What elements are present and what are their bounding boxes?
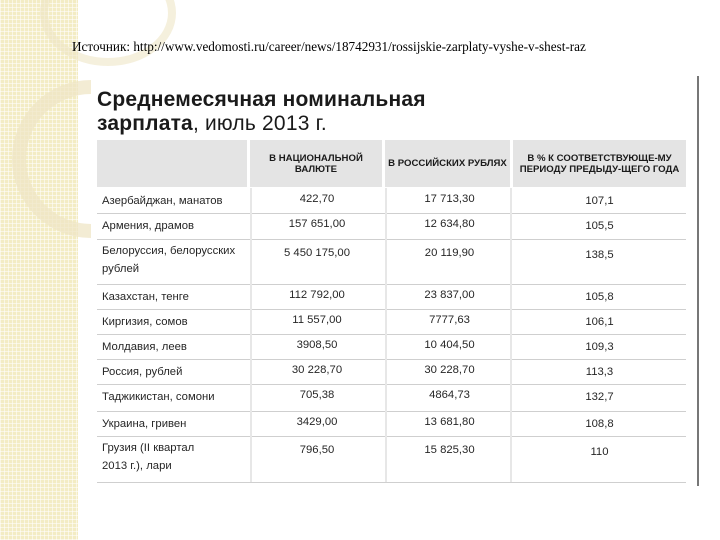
- country-name-line-1: Россия, рублей: [102, 366, 183, 378]
- value-rubles: 7777,63: [429, 314, 470, 326]
- value-national-currency: 30 228,70: [291, 364, 343, 376]
- table-row: [97, 213, 686, 240]
- value-national-currency: 796,50: [299, 444, 335, 456]
- value-percent: 113,3: [585, 366, 614, 378]
- column-separator: [385, 309, 387, 334]
- country-name: [102, 288, 189, 306]
- column-separator: [250, 309, 252, 334]
- value-rubles: 20 119,90: [424, 247, 475, 259]
- column-separator: [385, 384, 387, 411]
- value-percent: 105,5: [585, 220, 614, 232]
- value-national-currency: 157 651,00: [288, 218, 346, 230]
- value-national-currency: 11 557,00: [292, 314, 342, 326]
- value-national-currency: 705,38: [299, 389, 335, 401]
- column-separator: [510, 436, 512, 482]
- header-percent-previous-year: В % К СООТВЕТСТВУЮЩЕ-МУ ПЕРИОДУ ПРЕДЫДУ-ЩЕГО ГОДА: [513, 140, 686, 187]
- column-separator: [385, 436, 387, 482]
- country-name: [102, 388, 215, 406]
- country-name-line-1: Таджикистан, сомони: [102, 391, 215, 403]
- column-separator: [250, 334, 252, 359]
- country-name-line-1: Молдавия, леев: [102, 341, 187, 353]
- country-name: [102, 192, 223, 210]
- country-name: [102, 242, 235, 278]
- country-name: [102, 363, 182, 381]
- value-percent: 138,5: [585, 249, 614, 261]
- country-name: [102, 439, 194, 475]
- value-percent: 105,8: [585, 291, 614, 303]
- column-separator: [385, 284, 387, 309]
- column-separator: [385, 213, 387, 239]
- table-row: [97, 334, 686, 360]
- country-name-line-1: Азербайджан, манатов: [102, 195, 223, 207]
- title-line-1: Среднемесячная номинальная: [97, 88, 426, 111]
- source-caption: Источник: http://www.vedomosti.ru/career/news/18742931/rossijskie-zarplaty-vyshe-v-shest-raz: [72, 39, 586, 54]
- value-percent: 109,3: [585, 341, 614, 353]
- value-national-currency: 5 450 175,00: [284, 247, 350, 259]
- column-separator: [385, 239, 387, 284]
- column-separator: [250, 359, 252, 384]
- title-line-2: [97, 112, 426, 136]
- header-russian-rubles: В РОССИЙСКИХ РУБЛЯХ: [385, 140, 510, 187]
- table-row: [97, 239, 686, 285]
- table-row: [97, 188, 686, 214]
- value-rubles: 23 837,00: [424, 289, 475, 301]
- value-percent: 107,1: [585, 195, 614, 207]
- country-name-line-1: Армения, драмов: [102, 220, 195, 232]
- country-name-line-1: Белоруссия, белорусских: [102, 245, 236, 257]
- country-name: [102, 313, 188, 331]
- value-national-currency: 112 792,00: [289, 289, 345, 301]
- column-separator: [250, 436, 252, 482]
- title-word-salary: зарплата: [97, 112, 193, 135]
- title-period: , июль 2013 г.: [192, 112, 327, 135]
- country-name: [102, 217, 194, 235]
- country-name-line-2: рублей: [102, 263, 140, 275]
- value-national-currency: 3429,00: [296, 416, 338, 428]
- country-name-line-1: Киргизия, сомов: [102, 316, 188, 328]
- column-separator: [250, 239, 252, 284]
- value-rubles: 12 634,80: [424, 218, 475, 230]
- header-national-currency: В НАЦИОНАЛЬНОЙ ВАЛЮТЕ: [250, 140, 382, 187]
- table-row: [97, 309, 686, 335]
- table-row: [97, 384, 686, 412]
- column-separator: [250, 188, 252, 213]
- column-separator: [385, 188, 387, 213]
- table-row: [97, 359, 686, 385]
- value-national-currency: 3908,50: [296, 339, 338, 351]
- column-separator: [250, 384, 252, 411]
- country-name-line-1: Украина, гривен: [102, 418, 187, 430]
- value-rubles: 10 404,50: [424, 339, 475, 351]
- column-separator: [510, 239, 512, 284]
- country-name: [102, 338, 187, 356]
- figure-right-border: [697, 76, 699, 486]
- value-rubles: 13 681,80: [424, 416, 475, 428]
- value-rubles: 4864,73: [429, 389, 470, 401]
- value-rubles: 17 713,30: [424, 193, 475, 205]
- value-rubles: 15 825,30: [424, 444, 475, 456]
- header-country: [97, 140, 247, 187]
- value-percent: 106,1: [585, 316, 614, 328]
- column-separator: [385, 411, 387, 436]
- column-separator: [385, 334, 387, 359]
- value-national-currency: 422,70: [299, 193, 335, 205]
- country-name-line-1: Казахстан, тенге: [102, 291, 189, 303]
- country-name: [102, 415, 186, 433]
- value-percent: 108,8: [585, 418, 614, 430]
- column-separator: [250, 213, 252, 239]
- value-percent: 132,7: [585, 391, 614, 403]
- value-percent: 110: [590, 446, 609, 458]
- column-separator: [250, 411, 252, 436]
- column-separator: [250, 284, 252, 309]
- column-separator: [385, 359, 387, 384]
- table-row: [97, 411, 686, 437]
- table-row: [97, 436, 686, 483]
- country-name-line-1: Грузия (II квартал: [102, 442, 195, 454]
- decorative-left-band: [0, 0, 78, 540]
- country-name-line-2: 2013 г.), лари: [102, 460, 172, 472]
- table-row: [97, 284, 686, 310]
- value-rubles: 30 228,70: [424, 364, 475, 376]
- figure-title: [97, 88, 426, 136]
